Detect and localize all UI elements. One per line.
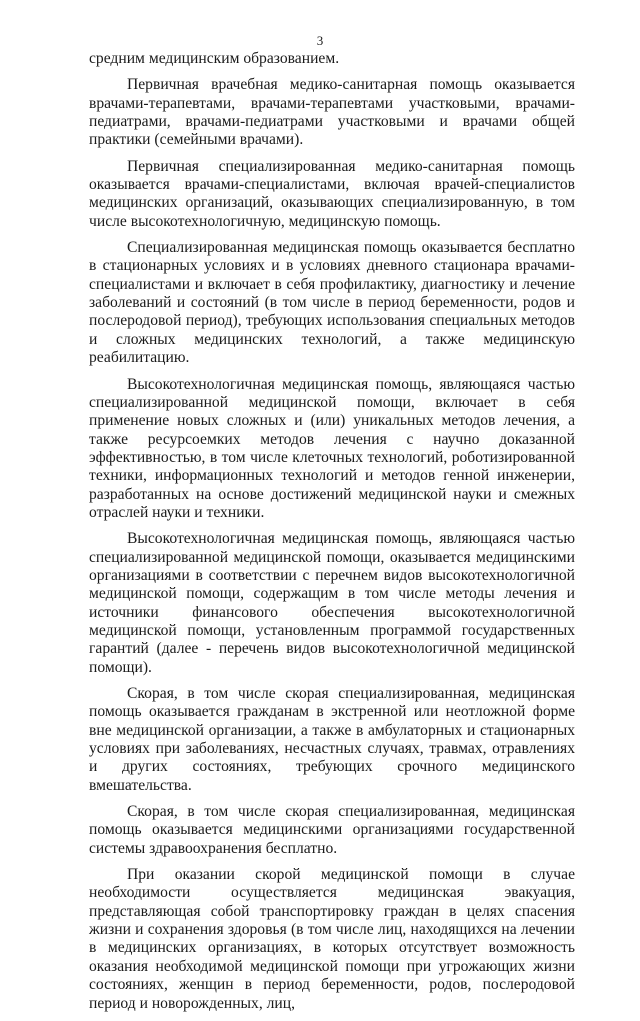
paragraph-emergency-care-free: Скорая, в том числе скорая специализированная, медицинская помощь оказывается медицинскими организациями государственной системы здравоохранения бесплатно. — [89, 803, 575, 857]
paragraph-high-tech-care-providers: Высокотехнологичная медицинская помощь, являющаяся частью специализированной медицинской помощи, оказывается медицинскими организациями в соответствии с перечнем видов высокотехнологичной медицинской помощи, содержащим в том числе методы лечения и источники финансового обеспечения высокотехнологичной медицинской помощи, установленным программой государственных гарантий (далее - перечень видов высокотехнологичной медицинской помощи). — [89, 530, 575, 676]
document-body — [89, 50, 575, 1021]
paragraph-medical-evacuation: При оказании скорой медицинской помощи в случае необходимости осуществляется медицинская эвакуация, представляющая собой транспортировку граждан в целях спасения жизни и сохранения здоровья (в том числе лиц, находящихся на лечении в медицинских организациях, в которых отсутствует возможность оказания необходимой медицинской помощи при угрожающих жизни состояниях, женщин в период беременности, родов, послеродовой период и новорожденных, лиц, — [89, 866, 575, 1012]
paragraph-high-tech-care: Высокотехнологичная медицинская помощь, являющаяся частью специализированной медицинской помощи, включает в себя применение новых сложных и (или) уникальных методов лечения, а также ресурсоемких методов лечения с научно доказанной эффективностью, в том числе клеточных технологий, роботизированной техники, информационных технологий и методов генной инженерии, разработанных на основе достижений медицинской науки и смежных отраслей науки и техники. — [89, 375, 575, 521]
paragraph-emergency-care: Скорая, в том числе скорая специализированная, медицинская помощь оказывается гражданам в экстренной или неотложной форме вне медицинской организации, а также в амбулаторных и стационарных условиях при заболеваниях, несчастных случаях, травмах, отравлениях и других состояниях, требующих срочного медицинского вмешательства. — [89, 685, 575, 794]
paragraph-primary-specialized-care: Первичная специализированная медико-санитарная помощь оказывается врачами-специалистами, включая врачей-специалистов медицинских организаций, оказывающих специализированную, в том числе высокотехнологичную, медицинскую помощь. — [89, 157, 575, 230]
paragraph-primary-physician-care: Первичная врачебная медико-санитарная помощь оказывается врачами-терапевтами, врачами-терапевтами участковыми, врачами-педиатрами, врачами-педиатрами участковыми и врачами общей практики (семейными врачами). — [89, 76, 575, 149]
paragraph-specialized-care: Специализированная медицинская помощь оказывается бесплатно в стационарных условиях и в условиях дневного стационара врачами-специалистами и включает в себя профилактику, диагностику и лечение заболеваний и состояний (в том числе в период беременности, родов и послеродовой период), требующих использования специальных методов и сложных медицинских технологий, а также медицинскую реабилитацию. — [89, 239, 575, 367]
paragraph-continued: средним медицинским образованием. — [89, 50, 340, 67]
page-number: 3 — [316, 33, 324, 48]
